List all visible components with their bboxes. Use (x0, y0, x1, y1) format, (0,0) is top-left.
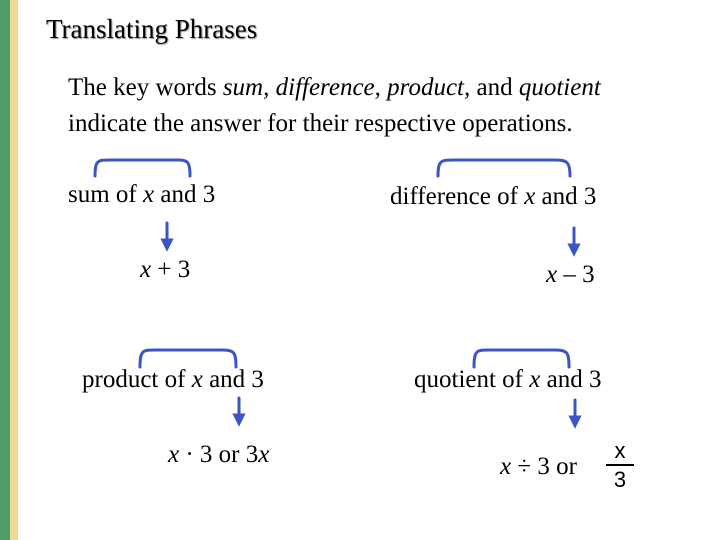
expression-sum: x + 3 (140, 256, 191, 283)
slide-title: Translating Phrases (46, 14, 258, 44)
keyword-quotient: quotient (518, 74, 601, 101)
expression-quotient: x ÷ 3 or (500, 453, 577, 480)
keyword-product: product, (387, 74, 471, 101)
intro-connector: and (470, 74, 519, 101)
intro-rest: indicate the answer for their respective operations. (68, 110, 573, 137)
phrase-sum: sum of x and 3 (68, 181, 216, 208)
bracket-icon (95, 160, 190, 176)
fraction-numerator: x (614, 438, 626, 463)
keyword-difference: difference, (275, 74, 381, 101)
expression-difference: x – 3 (546, 261, 595, 288)
phrase-product: product of x and 3 (82, 366, 264, 393)
expression-product: x · 3 or 3x (168, 441, 270, 468)
keyword-sum: sum, (222, 74, 270, 101)
intro-lead: The key words (68, 74, 223, 101)
phrase-difference: difference of x and 3 (390, 183, 597, 210)
bracket-icon (140, 350, 236, 367)
phrase-quotient: quotient of x and 3 (414, 366, 602, 393)
bracket-icon (474, 350, 569, 367)
fraction-denominator: 3 (613, 467, 627, 492)
bracket-icon (438, 160, 570, 176)
